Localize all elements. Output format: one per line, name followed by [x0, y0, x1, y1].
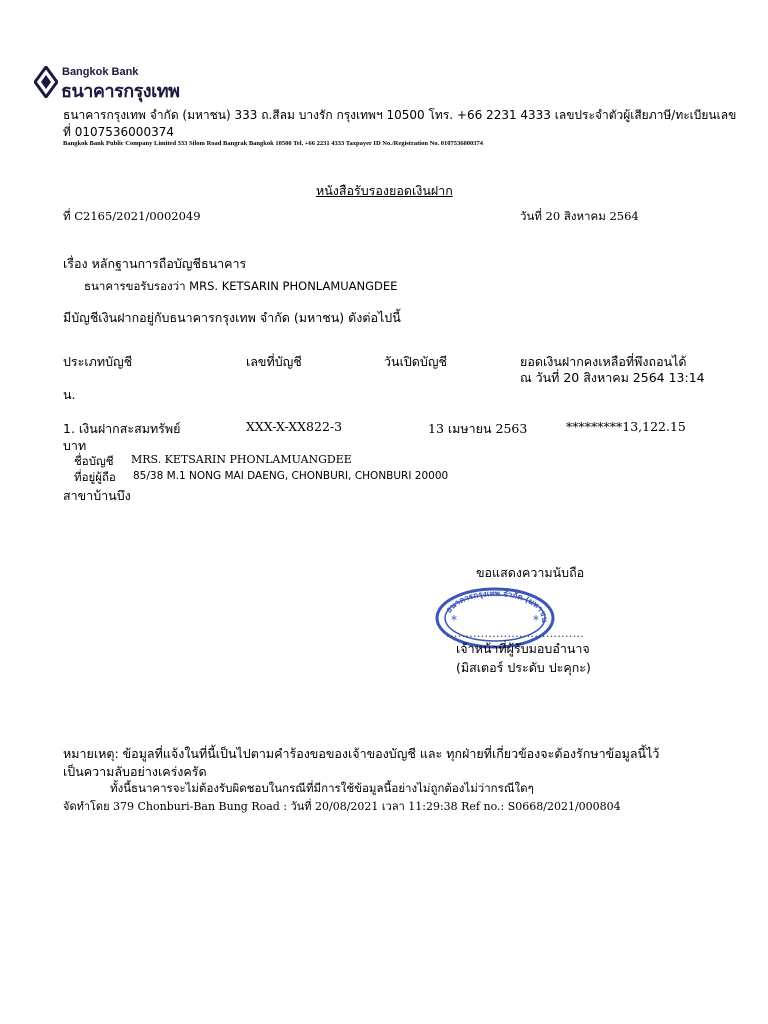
row-balance: *********13,122.15 — [566, 419, 686, 434]
document-date: วันที่ 20 สิงหาคม 2564 — [520, 209, 639, 223]
certify-line: ธนาคารขอรับรองว่า MRS. KETSARIN PHONLAMUANGDEE — [84, 279, 398, 293]
account-name: MRS. KETSARIN PHONLAMUANGDEE — [131, 453, 352, 466]
holder-address: 85/38 M.1 NONG MAI DAENG, CHONBURI, CHONBURI 20000 — [133, 470, 449, 482]
signatory-title: เจ้าหน้าที่ผู้รับมอบอำนาจ — [456, 641, 590, 656]
row-account-type: 1. เงินฝากสะสมทรัพย์ — [63, 421, 181, 436]
svg-text:*: * — [451, 613, 457, 627]
bank-address-en: Bangkok Bank Public Company Limited 333 Silom Road Bangrak Bangkok 10500 Tel. +66 2231 4333 Taxpayer ID No./Registration No. 0107536000374 — [63, 140, 484, 147]
header-account-type: ประเภทบัญชี — [63, 354, 133, 369]
signatory-name: (มิสเตอร์ ประดับ ปะคุกะ) — [456, 660, 591, 675]
subject: เรื่อง หลักฐานการถือบัญชีธนาคาร — [63, 256, 247, 271]
closing-text: ขอแสดงความนับถือ — [476, 565, 585, 580]
svg-text:*: * — [533, 613, 539, 627]
note-line-1: หมายเหตุ: ข้อมูลที่แจ้งในที่นี้เป็นไปตามคำร้องขอของเจ้าของบัญชี และ ทุกฝ่ายที่เกี่ยวข้องจะต้องรักษาข้อมูลนี้ไว้ — [63, 746, 660, 761]
bank-address-th-2: ที่ 0107536000374 — [63, 125, 174, 139]
bank-logo-th: ธนาคารกรุงเทพ — [61, 81, 180, 102]
row-account-number: XXX-X-XX822-3 — [246, 419, 343, 434]
bank-logo-icon — [34, 66, 58, 98]
note-line-2: เป็นความลับอย่างเคร่งครัด — [63, 764, 207, 779]
account-intro: มีบัญชีเงินฝากอยู่กับธนาคารกรุงเทพ จำกัด (มหาชน) ดังต่อไปนี้ — [63, 310, 401, 325]
reference-number: ที่ C2165/2021/0002049 — [63, 209, 201, 223]
note-line-3: ทั้งนี้ธนาคารจะไม่ต้องรับผิดชอบในกรณีที่มีการใช้ข้อมูลนี้อย่างไม่ถูกต้องไม่ว่ากรณีใดๆ — [110, 781, 534, 795]
account-name-label: ชื่อบัญชี — [74, 454, 114, 468]
header-balance-line2: ณ วันที่ 20 สิงหาคม 2564 13:14 — [520, 370, 705, 385]
row-currency: บาท — [63, 438, 87, 453]
document-title: หนังสือรับรองยอดเงินฝาก — [316, 183, 453, 198]
bank-logo-en: Bangkok Bank — [62, 66, 139, 78]
bank-address-th-1: ธนาคารกรุงเทพ จำกัด (มหาชน) 333 ถ.สีลม บางรัก กรุงเทพฯ 10500 โทร. +66 2231 4333 เลขประจำตัวผู้เสียภาษี/ทะเบียนเลข — [63, 108, 737, 122]
header-open-date: วันเปิดบัญชี — [384, 354, 447, 369]
address-label: ที่อยู่ผู้ถือ — [74, 470, 116, 484]
bank-logo — [34, 66, 214, 100]
signature-dots: ……………………………… — [446, 626, 584, 640]
branch-name: สาขาบ้านบึง — [63, 488, 131, 503]
svg-text:ธนาคารกรุงเทพ จำกัด (มหาชน): ธนาคารกรุงเทพ จำกัด (มหาชน — [444, 588, 550, 623]
header-balance-line1: ยอดเงินฝากคงเหลือที่พึงถอนได้ — [520, 354, 687, 369]
prepared-by: จัดทำโดย 379 Chonburi-Ban Bung Road : วันที่ 20/08/2021 เวลา 11:29:38 Ref no.: S0668/2021/000804 — [63, 800, 621, 813]
row-open-date: 13 เมษายน 2563 — [428, 421, 528, 436]
header-account-number: เลขที่บัญชี — [246, 354, 302, 369]
header-balance-line3: น. — [63, 387, 76, 402]
